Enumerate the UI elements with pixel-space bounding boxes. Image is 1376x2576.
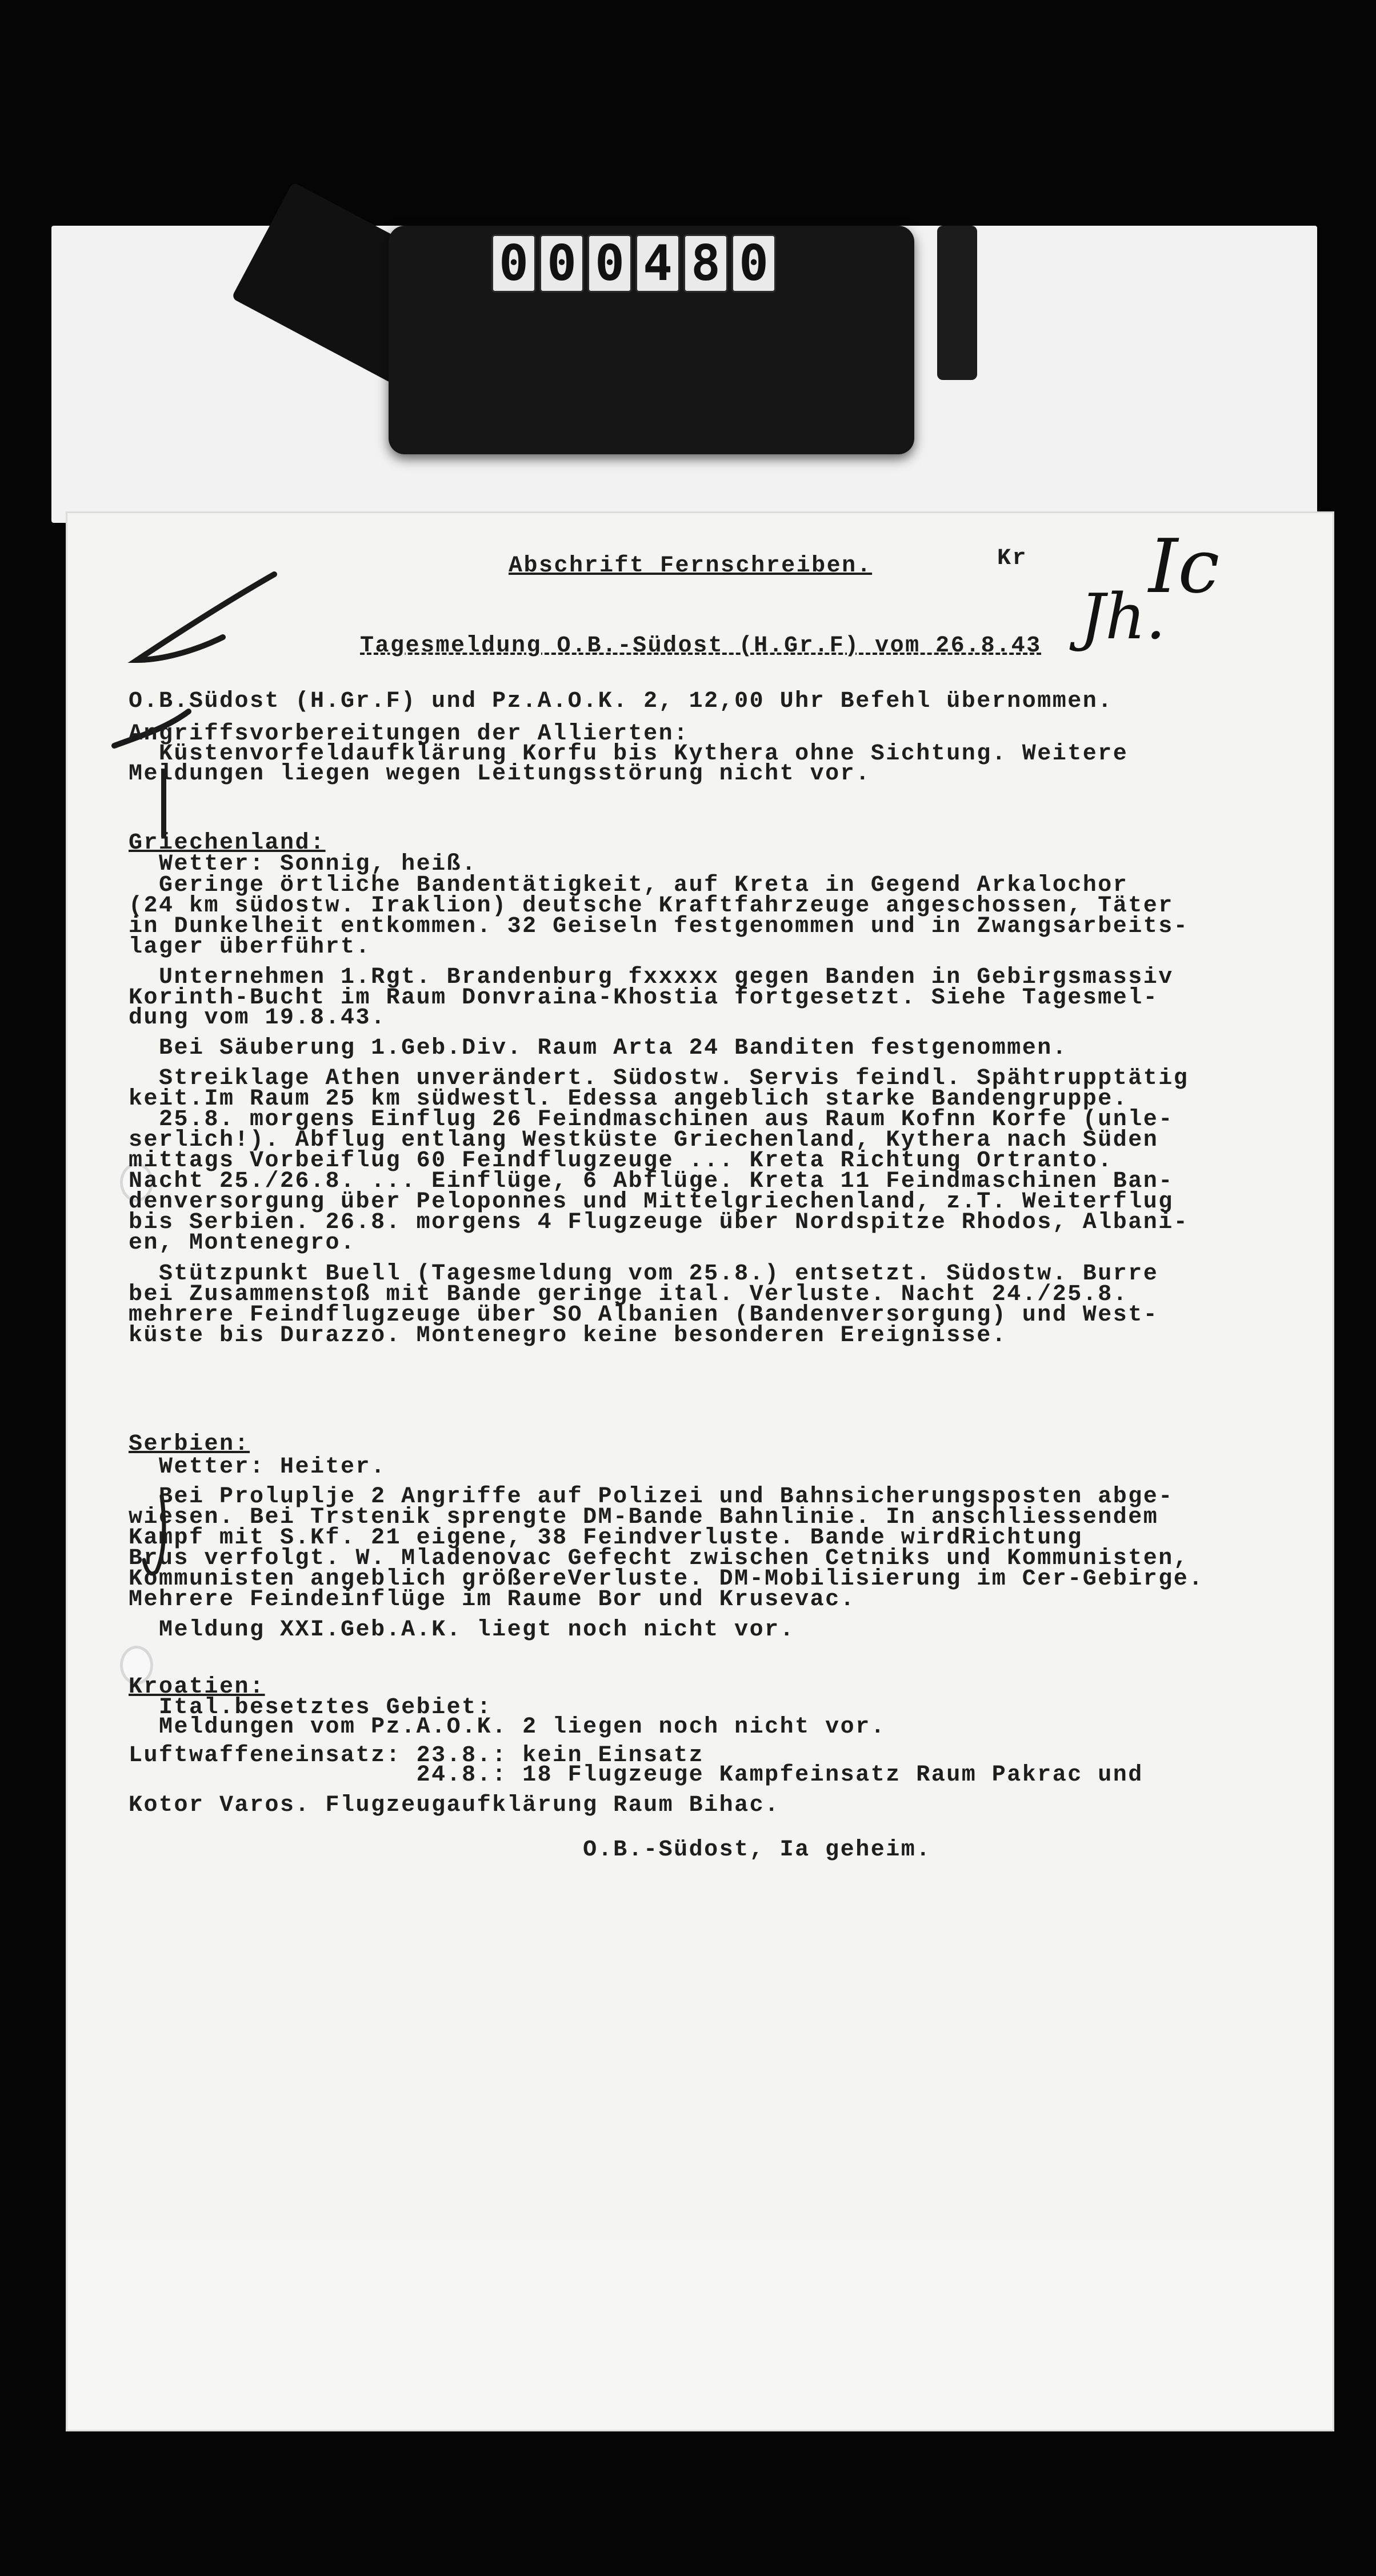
- report-line: Bei Proluplje 2 Angriffe auf Polizei und Bahnsicherungsposten abge-: [129, 1484, 1174, 1510]
- counter-digit: 0: [539, 234, 584, 293]
- report-line: lager überführt.: [129, 934, 371, 960]
- report-line: Meldungen liegen wegen Leitungsstörung nicht vor.: [129, 761, 871, 787]
- report-line: O.B.-Südost, Ia geheim.: [129, 1837, 931, 1863]
- report-line: Meldung XXI.Geb.A.K. liegt noch nicht vor.: [129, 1617, 795, 1643]
- report-line: mehrere Feindflugzeuge über SO Albanien (Bandenversorgung) und West-: [129, 1302, 1159, 1328]
- counter-digit: 0: [731, 234, 776, 293]
- report-line: bis Serbien. 26.8. morgens 4 Flugzeuge über Nordspitze Rhodos, Albani-: [129, 1210, 1189, 1235]
- report-line: Bei Säuberung 1.Geb.Div. Raum Arta 24 Banditen festgenommen.: [129, 1035, 1068, 1061]
- report-line: Geringe örtliche Bandentätigkeit, auf Kreta in Gegend Arkalochor: [129, 873, 1129, 898]
- report-line: Streiklage Athen unverändert. Südostw. Servis feindl. Spähtrupptätig: [129, 1066, 1189, 1091]
- report-line: (24 km südostw. Iraklion) deutsche Kraftfahrzeuge angeschossen, Täter: [129, 893, 1174, 919]
- report-line: Stützpunkt Buell (Tagesmeldung vom 25.8.) entsetzt. Südostw. Burre: [129, 1261, 1159, 1287]
- section-heading: Griechenland:: [129, 830, 326, 856]
- counter-digit: 4: [635, 234, 680, 293]
- report-line: dung vom 19.8.43.: [129, 1005, 386, 1031]
- report-line: Luftwaffeneinsatz: 23.8.: kein Einsatz: [129, 1743, 705, 1769]
- report-line: in Dunkelheit entkommen. 32 Geiseln festgenommen und in Zwangsarbeits-: [129, 914, 1189, 939]
- report-line: Nacht 25./26.8. ... Einflüge, 6 Abflüge. Kreta 11 Feindmaschinen Ban-: [129, 1169, 1174, 1194]
- report-line: Ital.besetztes Gebiet:: [129, 1695, 493, 1721]
- report-line: 24.8.: 18 Flugzeuge Kampfeinsatz Raum Pakrac und: [129, 1762, 1143, 1788]
- counter-knob: [937, 226, 977, 380]
- report-line: Mehrere Feindeinflüge im Raume Bor und Krusevac.: [129, 1587, 856, 1613]
- counter-digit: 0: [491, 234, 536, 293]
- report-line: Meldungen vom Pz.A.O.K. 2 liegen noch nicht vor.: [129, 1714, 886, 1740]
- report-subject: Tagesmeldung O.B.-Südost (H.Gr.F) vom 26.8.43: [360, 633, 1042, 659]
- report-line: Unternehmen 1.Rgt. Brandenburg fxxxxx gegen Banden in Gebirgsmassiv: [129, 965, 1174, 990]
- report-line: küste bis Durazzo. Montenegro keine besonderen Ereignisse.: [129, 1323, 1007, 1349]
- handwritten-registry-mark: Ic: [1149, 523, 1220, 610]
- handwritten-initials: Jh.: [1080, 580, 1166, 653]
- report-line: en, Montenegro.: [129, 1230, 356, 1256]
- report-line: Brus verfolgt. W. Mladenovac Gefecht zwischen Cetniks und Kommunisten,: [129, 1546, 1189, 1571]
- report-line: denversorgung über Peloponnes und Mittelgriechenland, z.T. Weiterflug: [129, 1189, 1174, 1215]
- section-heading: Kroatien:: [129, 1674, 265, 1700]
- report-line: Kampf mit S.Kf. 21 eigene, 38 Feindverluste. Bande wirdRichtung: [129, 1525, 1083, 1551]
- report-line: wiesen. Bei Trstenik sprengte DM-Bande Bahnlinie. In anschliessendem: [129, 1505, 1159, 1530]
- report-line: Wetter: Heiter.: [129, 1454, 386, 1480]
- report-line: Angriffsvorbereitungen der Allierten:: [129, 721, 689, 747]
- frame-counter-digits: [491, 234, 776, 297]
- report-line: Küstenvorfeldaufklärung Korfu bis Kythera ohne Sichtung. Weitere: [129, 741, 1129, 767]
- report-line: serlich!). Abflug entlang Westküste Griechenland, Kythera nach Süden: [129, 1127, 1159, 1153]
- document-page-lower-strip: [69, 2240, 1331, 2429]
- counter-digit: 0: [587, 234, 632, 293]
- document-header: Abschrift Fernschreiben.: [509, 553, 873, 579]
- report-line: bei Zusammenstoß mit Bande geringe ital. Verluste. Nacht 24./25.8.: [129, 1282, 1129, 1307]
- section-heading: Serbien:: [129, 1431, 250, 1457]
- header-mark: Kr: [997, 546, 1028, 571]
- report-line: Wetter: Sonnig, heiß.: [129, 851, 477, 877]
- report-line: O.B.Südost (H.Gr.F) und Pz.A.O.K. 2, 12,00 Uhr Befehl übernommen.: [129, 689, 1113, 714]
- report-line: mittags Vorbeiflug 60 Feindflugzeuge ... Kreta Richtung Ortranto.: [129, 1148, 1113, 1174]
- report-line: Kotor Varos. Flugzeugaufklärung Raum Bihac.: [129, 1793, 780, 1818]
- counter-digit: 8: [683, 234, 728, 293]
- report-line: Korinth-Bucht im Raum Donvraina-Khostia fortgesetzt. Siehe Tagesmel-: [129, 985, 1159, 1011]
- report-line: keit.Im Raum 25 km südwestl. Edessa angeblich starke Bandengruppe.: [129, 1086, 1129, 1112]
- report-line: Kommunisten angeblich größereVerluste. DM-Mobilisierung im Cer-Gebirge.: [129, 1566, 1204, 1592]
- report-line: 25.8. morgens Einflug 26 Feindmaschinen aus Raum Kofnn Korfe (unle-: [129, 1107, 1174, 1133]
